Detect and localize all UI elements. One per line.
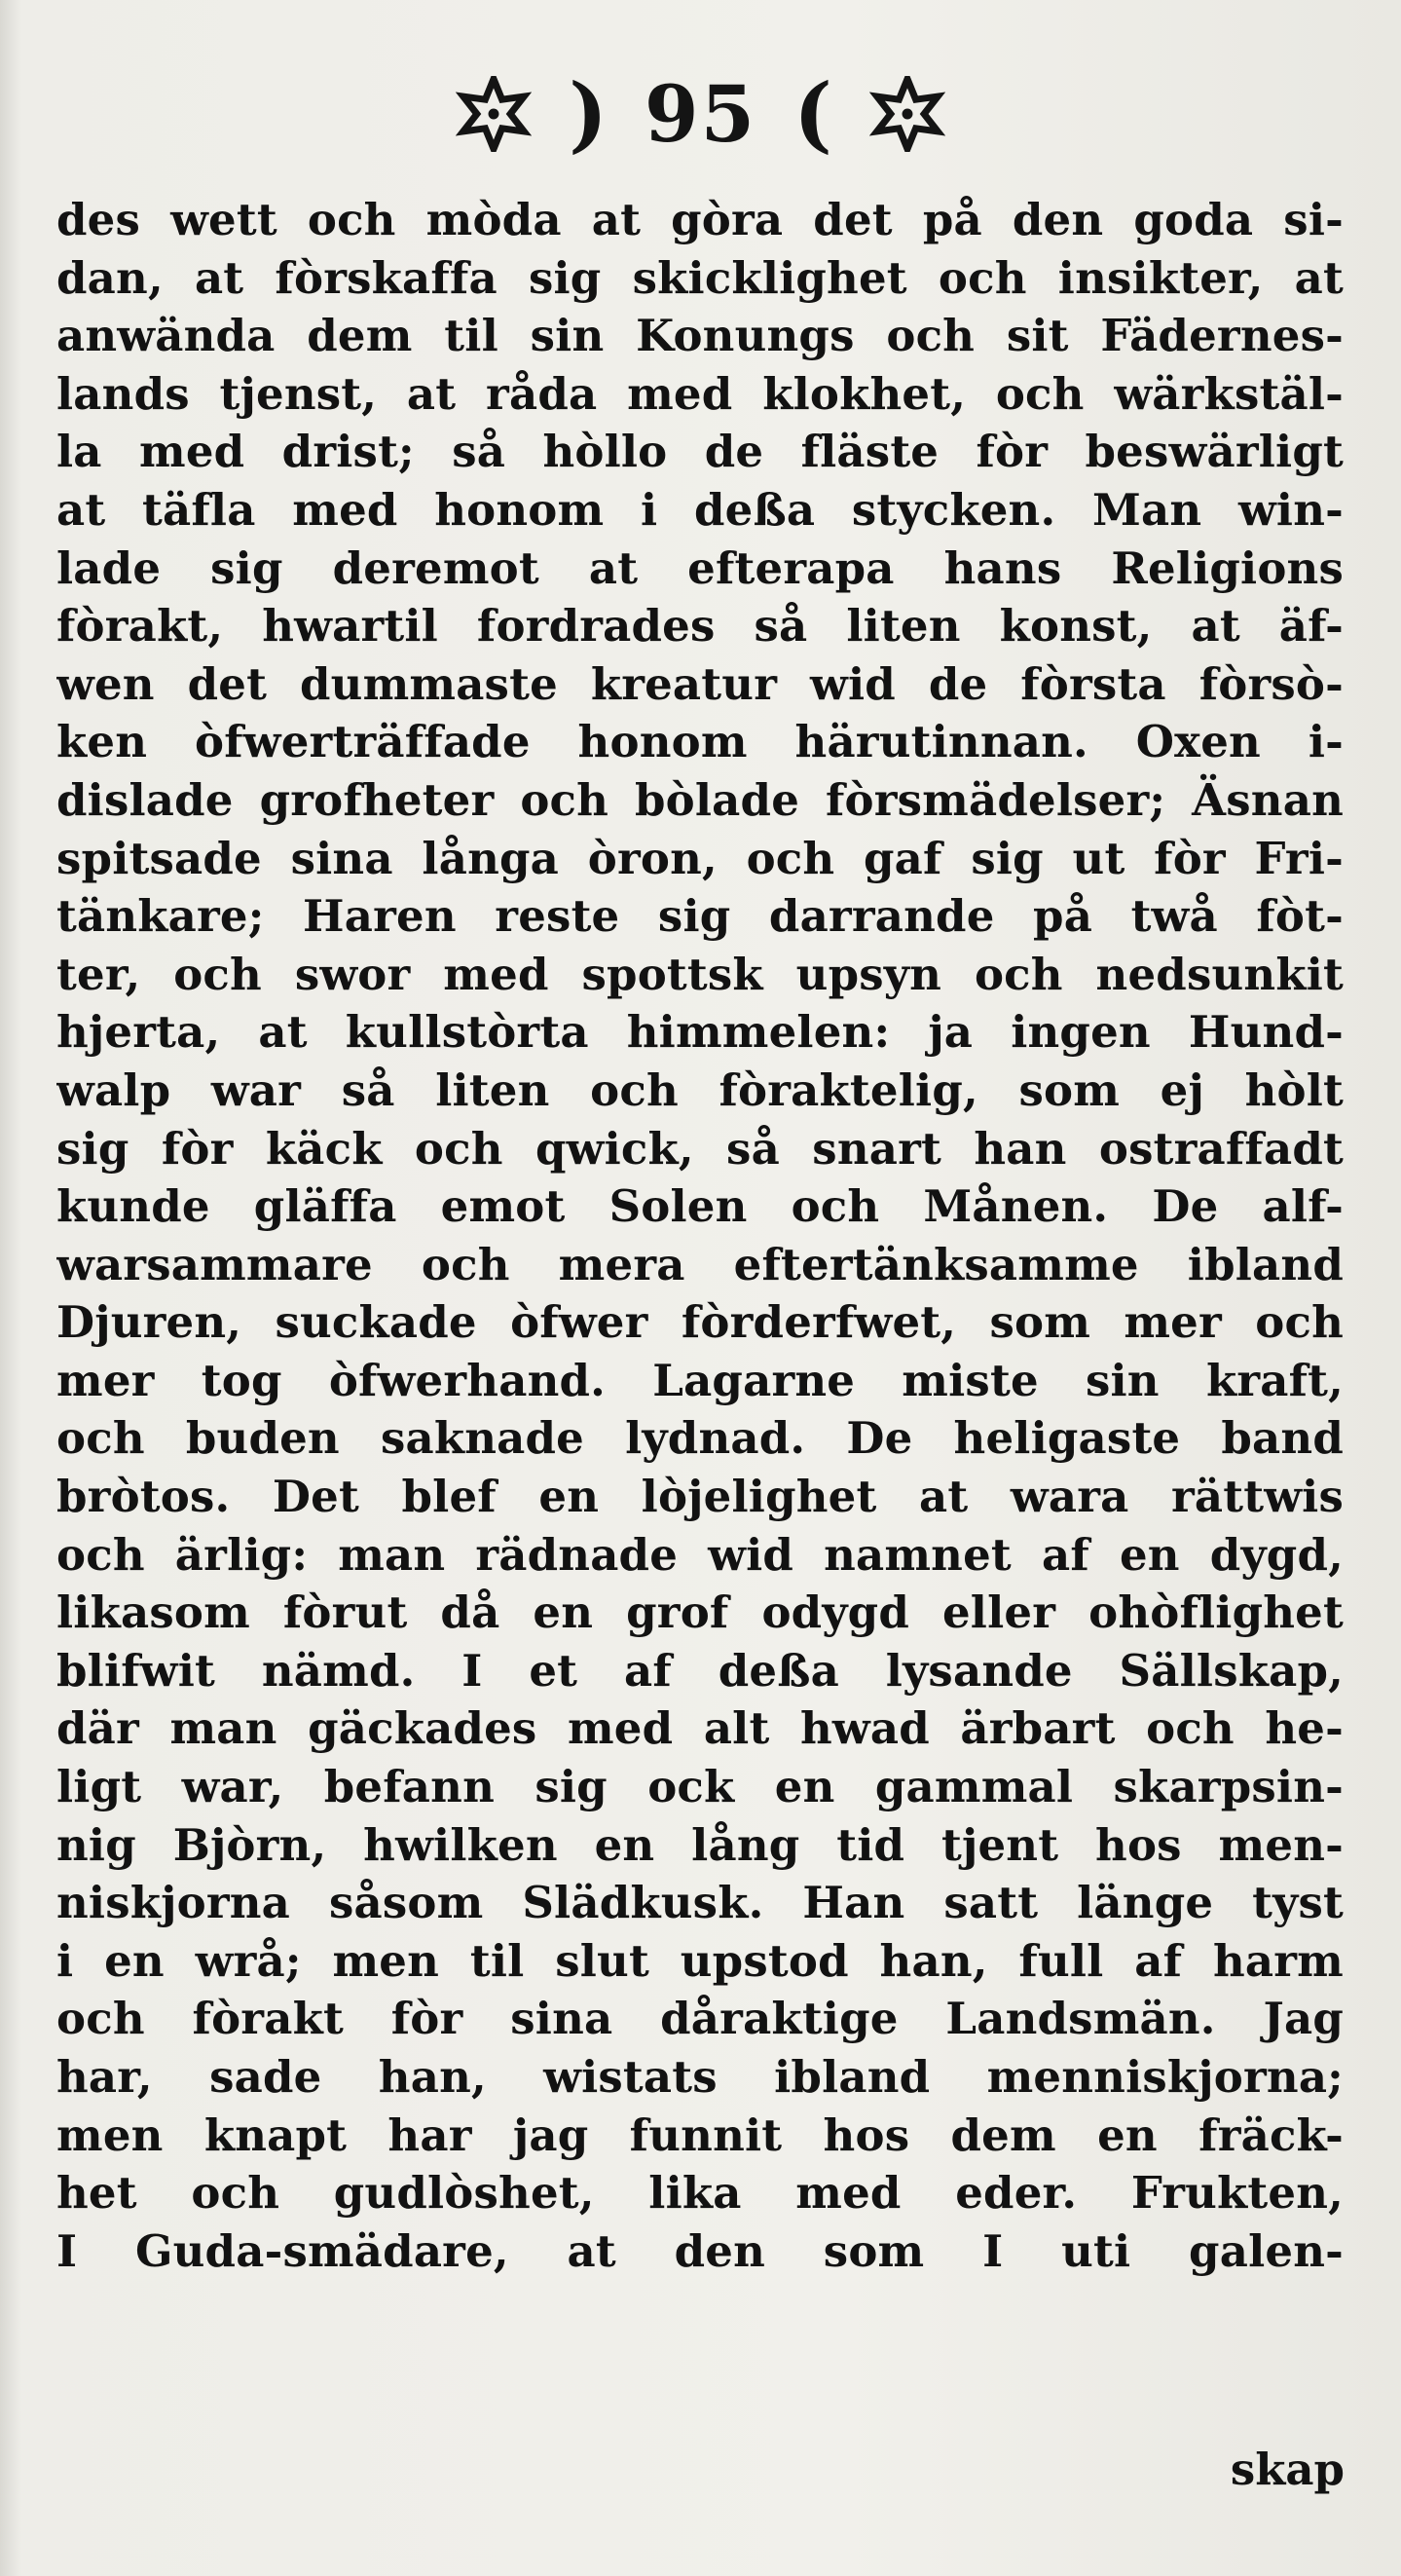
text-line: I Guda-smädare, at den som I uti galen- xyxy=(56,2224,1344,2277)
text-line: där man gäckades med alt hwad ärbart och he- xyxy=(56,1702,1344,1755)
text-line: blifwit nämd. I et af deßa lysande Sällskap, xyxy=(56,1644,1344,1697)
text-line: sig fòr käck och qwick, så snart han ostraffadt xyxy=(56,1122,1344,1175)
text-line: at täfla med honom i deßa stycken. Man win- xyxy=(56,483,1344,536)
catchword: skap xyxy=(1230,2444,1345,2495)
text-line: fòrakt, hwartil fordrades så liten konst, at äf- xyxy=(56,600,1344,653)
text-line: lands tjenst, at råda med klokhet, och wärkstäl- xyxy=(56,367,1344,420)
header-close-paren: ( xyxy=(793,65,832,162)
text-line: ligt war, befann sig ock en gammal skarpsin- xyxy=(56,1761,1344,1813)
star-ornament-left-icon xyxy=(456,76,532,152)
text-line: ter, och swor med spottsk upsyn och nedsunkit xyxy=(56,948,1344,1000)
text-line: likasom fòrut då en grof odygd eller ohòflighet xyxy=(56,1587,1344,1639)
body-text xyxy=(56,191,1344,2280)
text-line: och fòrakt fòr sina dåraktige Landsmän. Jag xyxy=(56,1993,1344,2045)
text-line: het och gudlòshet, lika med eder. Frukten, xyxy=(56,2167,1344,2220)
text-line: anwända dem til sin Konungs och sit Fädernes- xyxy=(56,310,1344,362)
text-line: niskjorna såsom Slädkusk. Han satt länge tyst xyxy=(56,1877,1344,1929)
text-line: dan, at fòrskaffa sig skicklighet och insikter, at xyxy=(56,251,1344,304)
text-line: wen det dummaste kreatur wid de fòrsta fòrsò- xyxy=(56,657,1344,710)
header-open-paren: ) xyxy=(569,65,608,162)
text-line: Djuren, suckade òfwer fòrderfwet, som mer och xyxy=(56,1296,1344,1349)
page-number: 95 xyxy=(644,68,757,160)
page-header xyxy=(0,60,1401,168)
text-line: la med drist; så hòllo de fläste fòr beswärligt xyxy=(56,426,1344,478)
text-line: har, sade han, wistats ibland menniskjorna; xyxy=(56,2051,1344,2103)
text-line: mer tog òfwerhand. Lagarne miste sin kraft, xyxy=(56,1354,1344,1406)
text-line: dislade grofheter och bòlade fòrsmädelser; Äsnan xyxy=(56,773,1344,826)
text-line: kunde gläffa emot Solen och Månen. De alf- xyxy=(56,1180,1344,1233)
text-line: och buden saknade lydnad. De heligaste band xyxy=(56,1412,1344,1465)
text-line: spitsade sina långa òron, och gaf sig ut fòr Fri- xyxy=(56,832,1344,884)
text-line: tänkare; Haren reste sig darrande på twå fòt- xyxy=(56,890,1344,943)
text-line: bròtos. Det blef en lòjelighet at wara rättwis xyxy=(56,1471,1344,1523)
text-line: ken òfwerträffade honom härutinnan. Oxen i- xyxy=(56,716,1344,768)
text-line: warsammare och mera eftertänksamme ibland xyxy=(56,1238,1344,1290)
text-line: des wett och mòda at gòra det på den goda si- xyxy=(56,194,1344,245)
text-line: i en wrå; men til slut upstod han, full af harm xyxy=(56,1934,1344,1987)
text-line: hjerta, at kullstòrta himmelen: ja ingen Hund- xyxy=(56,1006,1344,1059)
star-ornament-right-icon xyxy=(869,76,945,152)
text-line: och ärlig: man rädnade wid namnet af en dygd, xyxy=(56,1528,1344,1581)
text-line: walp war så liten och fòraktelig, som ej hòlt xyxy=(56,1064,1344,1116)
text-line: lade sig deremot at efterapa hans Religions xyxy=(56,541,1344,594)
text-line: nig Bjòrn, hwilken en lång tid tjent hos men- xyxy=(56,1818,1344,1871)
text-line: men knapt har jag funnit hos dem en fräck- xyxy=(56,2109,1344,2161)
